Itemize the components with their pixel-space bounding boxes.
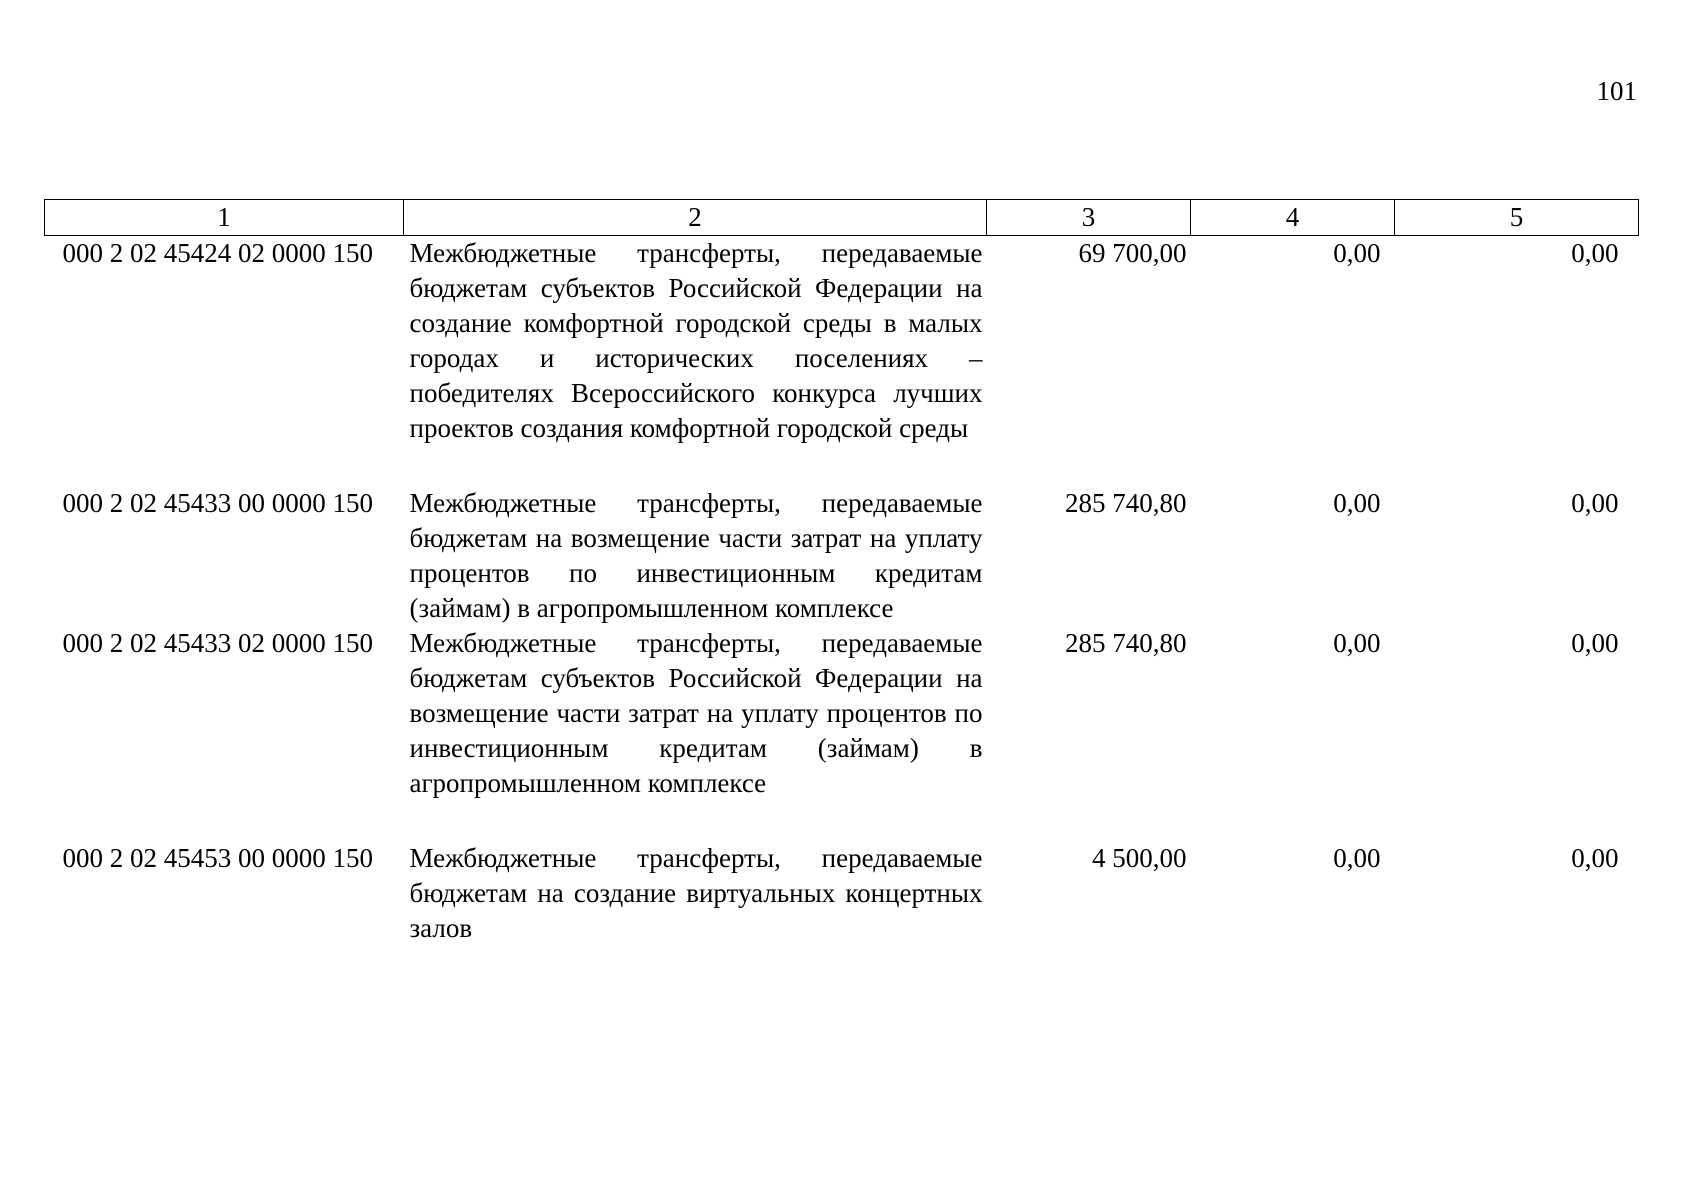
column-header-1: 1 xyxy=(45,200,404,236)
table-row xyxy=(45,236,1639,487)
value-col3: 285 740,80 xyxy=(1065,628,1187,658)
value-col4: 0,00 xyxy=(1333,488,1381,518)
column-header-4: 4 xyxy=(1191,200,1395,236)
column-header-3: 3 xyxy=(987,200,1191,236)
budget-code: 000 2 02 45433 00 0000 150 xyxy=(62,488,373,518)
value-col5: 0,00 xyxy=(1571,628,1619,658)
budget-code: 000 2 02 45453 00 0000 150 xyxy=(62,843,373,873)
description: Межбюджетные трансферты, передаваемые бюджетам субъектов Российской Федерации на возмещение части затрат на уплату процентов по инвестиционным кредитам (займам) в агропромышленном комплексе xyxy=(409,628,983,798)
value-col4: 0,00 xyxy=(1333,843,1381,873)
value-col5: 0,00 xyxy=(1571,488,1619,518)
value-col4: 0,00 xyxy=(1333,628,1381,658)
description: Межбюджетные трансферты, передаваемые бюджетам субъектов Российской Федерации на создание комфортной городской среды в малых городах и исторических поселениях – победителях Всероссийского конкурса лучших проектов создания комфортной городской среды xyxy=(409,238,983,443)
header-row xyxy=(45,200,1639,236)
value-col3: 69 700,00 xyxy=(1078,238,1187,268)
description: Межбюджетные трансферты, передаваемые бюджетам на возмещение части затрат на уплату процентов по инвестиционным кредитам (займам) в агропромышленном комплексе xyxy=(409,488,983,623)
column-header-2: 2 xyxy=(404,200,987,236)
table-row xyxy=(45,486,1639,626)
table-row xyxy=(45,626,1639,841)
value-col5: 0,00 xyxy=(1571,843,1619,873)
table-row xyxy=(45,841,1639,946)
value-col4: 0,00 xyxy=(1333,238,1381,268)
budget-table xyxy=(44,199,1639,946)
budget-code: 000 2 02 45433 02 0000 150 xyxy=(62,628,373,658)
description: Межбюджетные трансферты, передаваемые бюджетам на создание виртуальных концертных залов xyxy=(409,843,983,943)
column-header-5: 5 xyxy=(1395,200,1639,236)
value-col5: 0,00 xyxy=(1571,238,1619,268)
page-number: 101 xyxy=(1596,76,1637,106)
budget-code: 000 2 02 45424 02 0000 150 xyxy=(62,238,373,268)
value-col3: 285 740,80 xyxy=(1065,488,1187,518)
value-col3: 4 500,00 xyxy=(1092,843,1187,873)
